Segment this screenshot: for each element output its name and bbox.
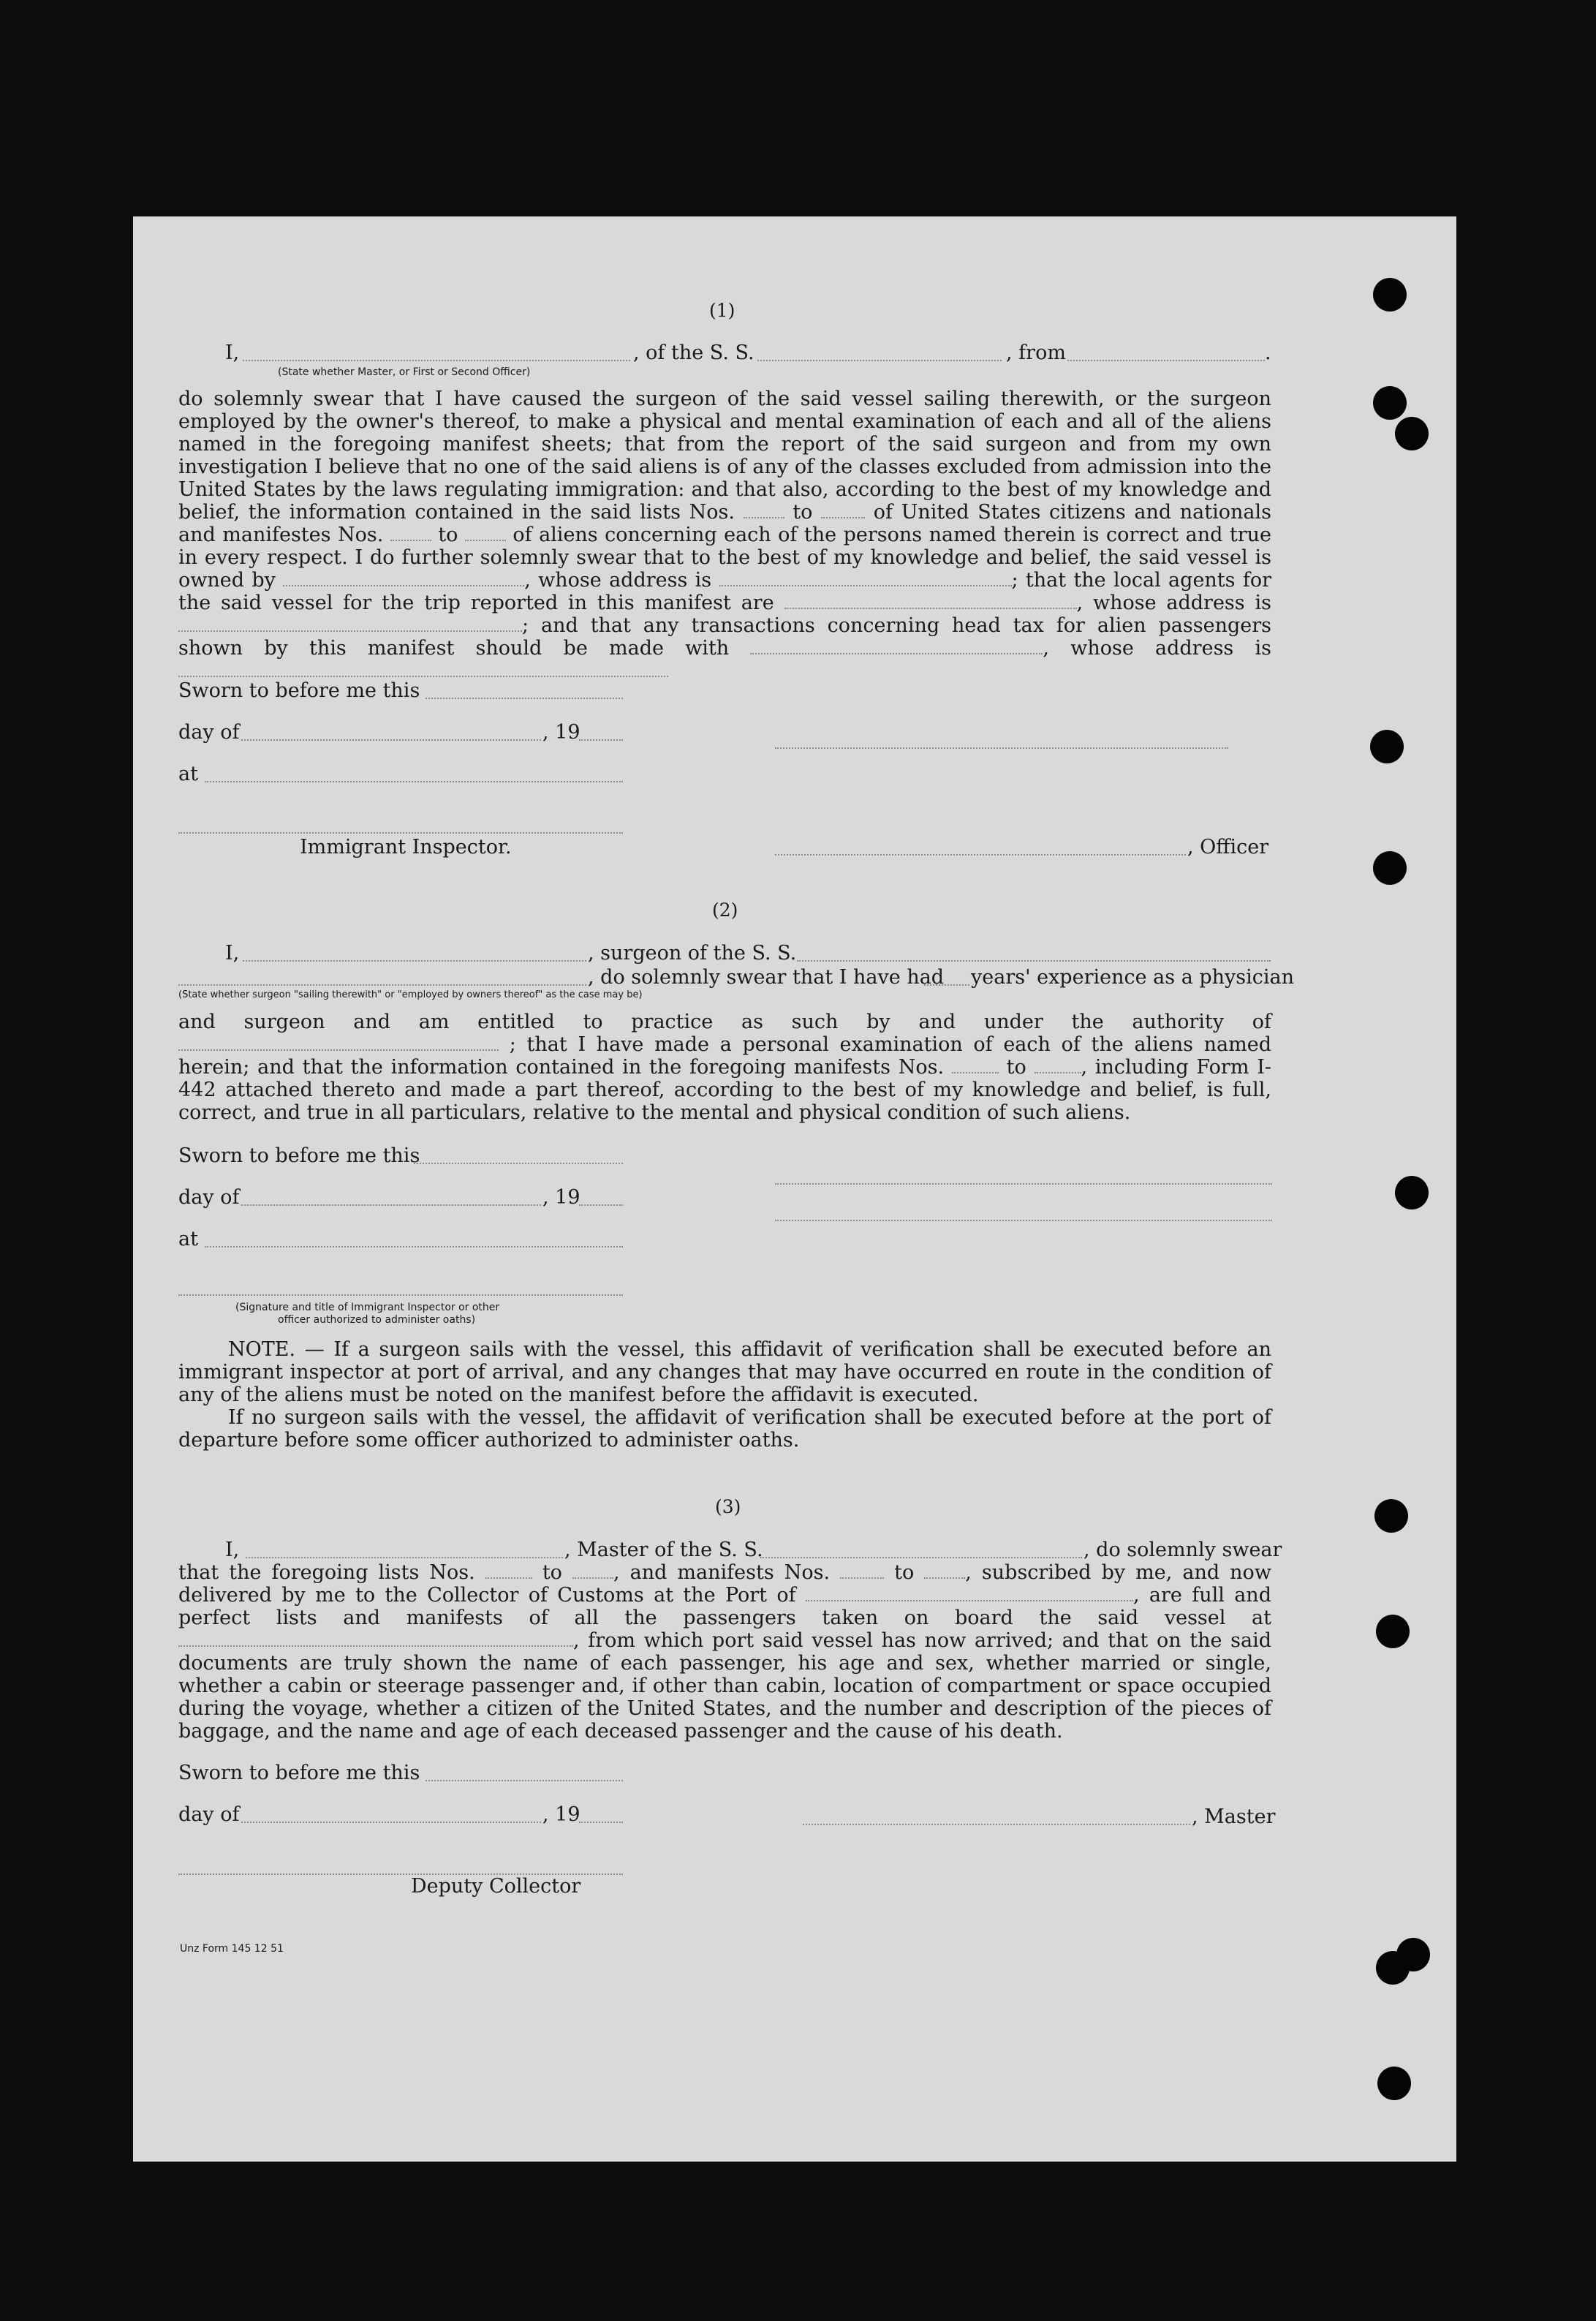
s2-year-label: , 19 xyxy=(542,1186,580,1209)
s3-sworn-label: Sworn to before me this xyxy=(178,1762,420,1784)
s2-at-field[interactable] xyxy=(205,1246,623,1248)
s3-year-label: , 19 xyxy=(542,1803,580,1826)
s2-signature-line[interactable] xyxy=(775,1183,1272,1185)
s2-at-label: at xyxy=(178,1228,198,1250)
s2-sworn-date-field[interactable] xyxy=(414,1163,623,1164)
section-3-paragraph: that the foregoing lists Nos. to , and manifests Nos. to , subscribed by me, and now delivered by me to the Collector of Customs at the Port of , are full and perfect lists and manifests of all the passengers taken on board the said vessel at , from which port said vessel has now arrived; and that on the said documents are truly shown the name of each passenger, his age and sex, whether married or single, whether a cabin or steerage passenger and, if other than cabin, location of compartment or space occupied during the voyage, whether a citizen of the United States, and the number and description of the pieces of baggage, and the name and age of each deceased passenger and the cause of his death. xyxy=(178,1561,1271,1743)
note-paragraph-2: If no surgeon sails with the vessel, the affidavit of verification shall be executed before at the port of departure before some officer authorized to administer oaths. xyxy=(178,1406,1271,1452)
s2-name-field[interactable] xyxy=(243,960,586,962)
s1-lists-from-field[interactable] xyxy=(744,504,784,518)
form-number: Unz Form 145 12 51 xyxy=(180,1943,284,1955)
s1-i-label: I, xyxy=(225,341,240,364)
section-2-number: (2) xyxy=(712,899,738,921)
s1-at-field[interactable] xyxy=(205,781,623,782)
s3-i-label: I, xyxy=(225,1539,240,1561)
s3-name-field[interactable] xyxy=(246,1557,563,1558)
s2-surgeon-caption: (State whether surgeon "sailing therewith" or "employed by owners thereof" as the case may be) xyxy=(178,989,643,1000)
s2-day-of-label: day of xyxy=(178,1186,240,1209)
s1-sworn-date-field[interactable] xyxy=(426,698,623,699)
s3-manifests-to-field[interactable] xyxy=(924,1564,965,1579)
punch-hole xyxy=(1395,417,1429,450)
s1-agents-address-field[interactable] xyxy=(178,617,522,632)
s1-day-of-label: day of xyxy=(178,721,240,744)
section-1-number: (1) xyxy=(709,300,735,321)
section-3-number: (3) xyxy=(715,1496,741,1517)
s2-years-label: years' experience as a physician xyxy=(971,966,1295,989)
s1-of-ss-label: , of the S. S. xyxy=(633,341,754,364)
s1-at-label: at xyxy=(178,763,198,785)
punch-hole xyxy=(1377,2067,1411,2100)
s2-swear-label: , do solemnly swear that I have had xyxy=(588,966,945,989)
s1-owner-field[interactable] xyxy=(283,572,524,586)
s3-master-sig-line[interactable] xyxy=(803,1824,1190,1825)
s3-sworn-date-field[interactable] xyxy=(426,1780,623,1781)
s2-i-label: I, xyxy=(225,942,240,965)
s1-year-field[interactable] xyxy=(579,739,623,741)
punch-hole xyxy=(1373,851,1407,885)
s1-end-period: . xyxy=(1265,341,1271,364)
s1-from-label: , from xyxy=(1006,341,1066,364)
s3-deputy-label: Deputy Collector xyxy=(411,1875,581,1898)
s3-master-label-sig: , Master xyxy=(1192,1805,1276,1828)
s1-vessel-field[interactable] xyxy=(757,360,1002,361)
s3-manifests-from-field[interactable] xyxy=(840,1564,884,1579)
s3-master-label: , Master of the S. S. xyxy=(564,1539,763,1561)
s2-surgeon-type-field[interactable] xyxy=(178,984,586,986)
s2-signature-line-2[interactable] xyxy=(775,1220,1272,1221)
s2-surgeon-label: , surgeon of the S. S. xyxy=(588,942,797,965)
s3-lists-from-field[interactable] xyxy=(485,1564,532,1579)
s2-sworn-label: Sworn to before me this xyxy=(178,1144,420,1167)
s1-manifests-to-field[interactable] xyxy=(465,527,506,541)
s1-sworn-label: Sworn to before me this xyxy=(178,679,420,702)
s3-day-of-label: day of xyxy=(178,1803,240,1826)
s1-signature-line[interactable] xyxy=(775,747,1228,749)
s1-head-tax-field[interactable] xyxy=(750,640,1043,654)
s2-month-field[interactable] xyxy=(241,1204,541,1206)
s1-inspector-label: Immigrant Inspector. xyxy=(300,836,512,858)
s2-sig-caption-2: officer authorized to administer oaths) xyxy=(278,1314,476,1326)
section-2-paragraph: and surgeon and am entitled to practice as such by and under the authority of ; that I have made a personal examination of each of the aliens named herein; and that the information contained in the foregoing manifests Nos. to , including Form I-442 attached thereto and made a part thereof, according to the best of my knowledge and belief, is full, correct, and true in all particulars, relative to the mental and physical condition of such aliens. xyxy=(178,1011,1272,1124)
s2-year-field[interactable] xyxy=(579,1204,623,1206)
s2-authority-field[interactable] xyxy=(178,1036,499,1051)
s2-manifests-from-field[interactable] xyxy=(952,1059,999,1073)
s1-officer-sig-line[interactable] xyxy=(775,854,1186,856)
s3-port-field[interactable] xyxy=(806,1587,1133,1601)
punch-hole xyxy=(1370,730,1404,763)
s3-swear-label: , do solemnly swear xyxy=(1083,1539,1282,1561)
s1-lists-to-field[interactable] xyxy=(821,504,865,518)
s1-from-field[interactable] xyxy=(1067,360,1265,361)
s1-month-field[interactable] xyxy=(241,739,541,741)
s3-year-field[interactable] xyxy=(579,1822,623,1823)
s1-agents-field[interactable] xyxy=(784,595,1077,609)
s3-vessel-field[interactable] xyxy=(760,1557,1082,1558)
s1-officer-caption: (State whether Master, or First or Second Officer) xyxy=(278,366,531,378)
s3-month-field[interactable] xyxy=(241,1822,541,1823)
s2-years-field[interactable] xyxy=(924,984,969,986)
s2-sig-caption-1: (Signature and title of Immigrant Inspector or other xyxy=(235,1302,500,1313)
s3-embark-port-field[interactable] xyxy=(178,1632,573,1647)
section-1-paragraph: do solemnly swear that I have caused the surgeon of the said vessel sailing therewith, or the surgeon employed by the owner's thereof, to make a physical and mental examination of each and all of the aliens named in the foregoing manifest sheets; that from the report of the said surgeon and from my own investigation I believe that no one of the said aliens is of any of the classes excluded from admission into the United States by the laws regulating immigration: and that also, according to the best of my knowledge and belief, the information contained in the said lists Nos. to of United States citizens and nationals and manifestes Nos. to of aliens concerning each of the persons named therein is correct and true in every respect. I do further solemnly swear that to the best of my knowledge and belief, the said vessel is owned by , whose address is ; that the local agents for the said vessel for the trip reported in this manifest are , whose address is ; and that any transactions concerning head tax for alien passengers shown by this manifest should be made with , whose address is xyxy=(178,388,1271,682)
s1-manifests-from-field[interactable] xyxy=(390,527,431,541)
s1-officer-label: , Officer xyxy=(1187,836,1269,858)
punch-hole xyxy=(1373,386,1407,420)
punch-hole xyxy=(1376,1615,1410,1648)
s2-vessel-field[interactable] xyxy=(797,960,1271,962)
s1-owner-address-field[interactable] xyxy=(719,572,1012,586)
s1-officer-field[interactable] xyxy=(243,360,630,361)
punch-hole xyxy=(1374,1499,1408,1533)
s1-inspector-sig-line[interactable] xyxy=(178,832,623,834)
s2-inspector-sig-line[interactable] xyxy=(178,1294,623,1296)
s2-manifests-to-field[interactable] xyxy=(1035,1059,1081,1073)
s1-year-label: , 19 xyxy=(542,721,580,744)
note-paragraph-1: NOTE. — If a surgeon sails with the vessel, this affidavit of verification shall be executed before an immigrant inspector at port of arrival, and any changes that may have occurred en route in the condition of any of the aliens must be noted on the manifest before the affidavit is executed. xyxy=(178,1338,1271,1406)
punch-hole xyxy=(1373,278,1407,312)
s1-head-tax-address-field[interactable] xyxy=(178,663,668,677)
punch-hole xyxy=(1395,1176,1429,1209)
s3-lists-to-field[interactable] xyxy=(572,1564,613,1579)
punch-hole xyxy=(1376,1951,1410,1985)
